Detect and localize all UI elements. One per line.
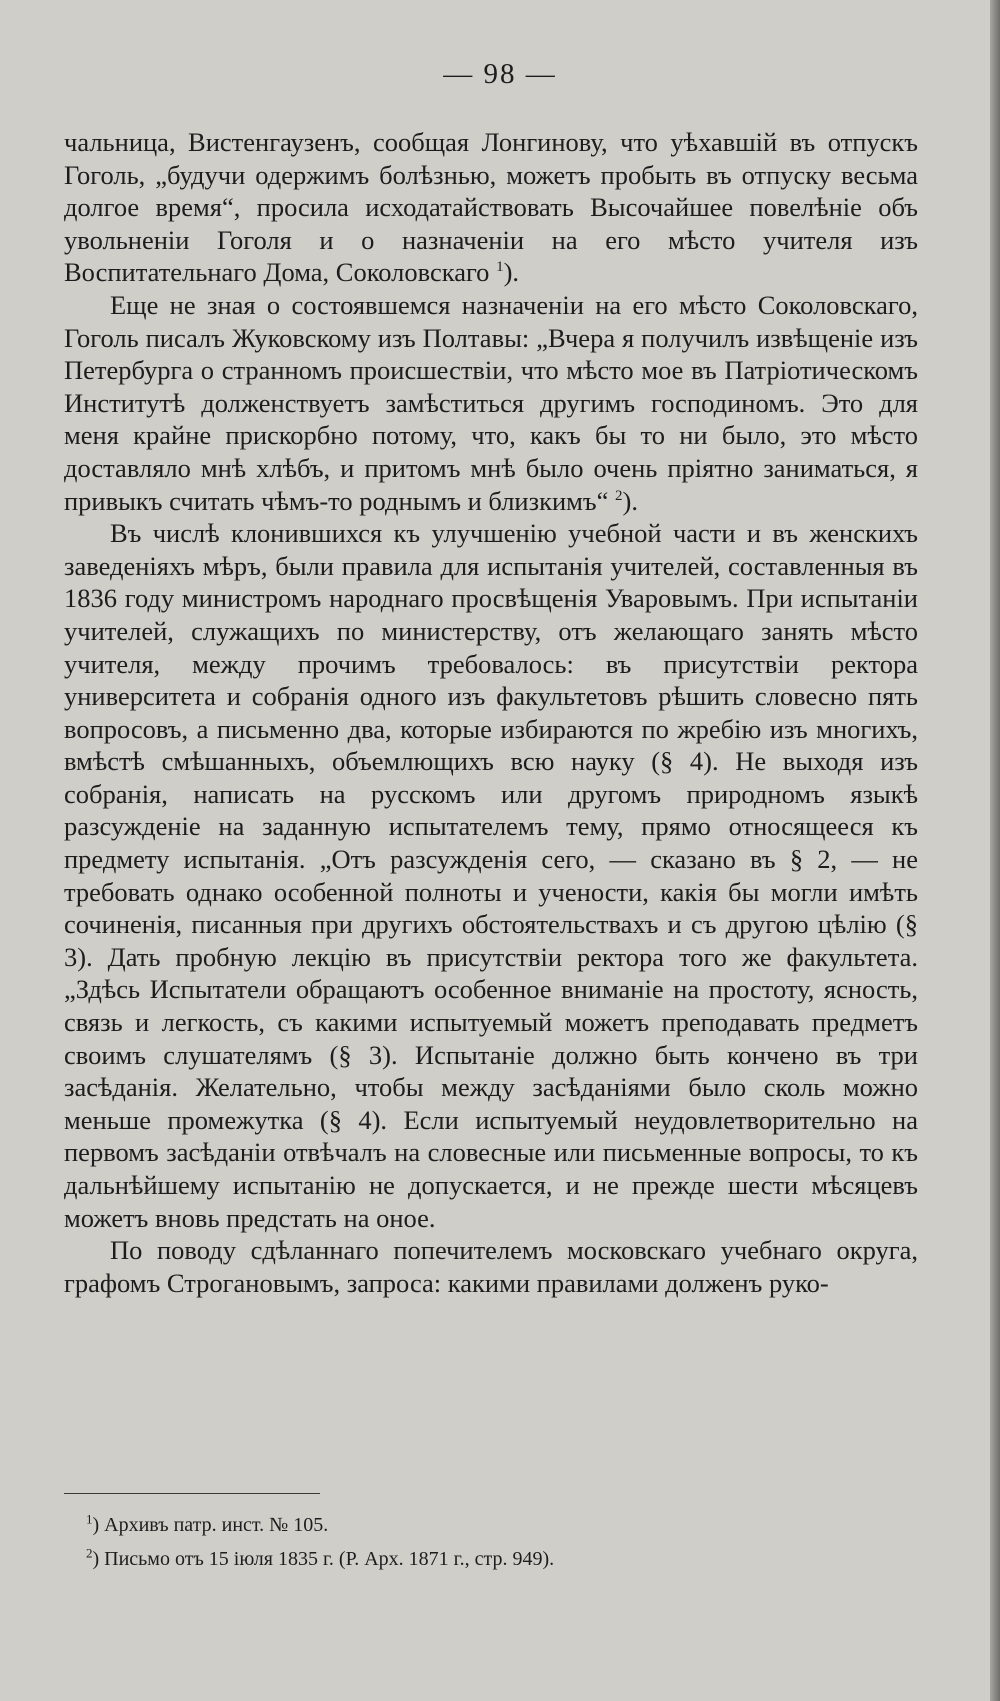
footnote-ref: 1 (496, 259, 504, 276)
paragraph (64, 1234, 918, 1299)
footnotes (86, 1508, 906, 1576)
footnote-mark: 2 (86, 1545, 93, 1561)
paragraph (64, 517, 918, 1234)
page-number: — 98 — (443, 58, 557, 90)
paragraph-text: чальница, Вистенгаузенъ, сообщая Лонгинову, что уѣхавшій въ отпускъ Гоголь, „будучи одержимъ болѣзнью, можетъ пробыть въ отпуску весьма долгое время“, просила исходатайствовать Высочайшее повелѣніе объ увольненіи Гоголя и о назначеніи на его мѣсто учителя изъ Воспитательнаго Дома, Соколовскаго (64, 127, 918, 288)
paragraph-text: По поводу сдѣланнаго попечителемъ московскаго учебнаго округа, графомъ Строгановымъ, запроса: какими правилами долженъ руко- (64, 1235, 918, 1298)
body-text (64, 126, 918, 1299)
footnote-divider (64, 1493, 320, 1494)
page-edge-shadow (990, 0, 1000, 1701)
footnote (86, 1542, 906, 1576)
paragraph (64, 289, 918, 517)
paragraph-text: Въ числѣ клонившихся къ улучшенію учебной части и въ женскихъ заведеніяхъ мѣръ, были правила для испытанія учителей, составленныя въ 1836 году министромъ народнаго просвѣщенія Уваровымъ. При испытаніи учителей, служащихъ по министерству, отъ желающаго занять мѣсто учителя, между прочимъ требовалось: въ присутствіи ректора университета и собранія одного изъ факультетовъ рѣшить словесно пять вопросовъ, а письменно два, которые избираются по жребію изъ многихъ, вмѣстѣ смѣшанныхъ, объемлющихъ всю науку (§ 4). Не выходя изъ собранія, написать на русскомъ или другомъ природномъ языкѣ разсужденіе на заданную испытателемъ тему, прямо относящееся къ предмету испытанія. „Отъ разсужденія сего, — сказано въ § 2, — не требовать однако особенной полноты и учености, какія бы могли имѣть сочиненія, писанныя при другихъ обстоятельствахъ и съ другою цѣлію (§ 3). Дать пробную лекцію въ присутствіи ректора того же факультета. „Здѣсь Испытатели обращаютъ особенное вниманіе на простоту, ясность, связь и легкость, съ какими испытуемый можетъ преподавать предметъ своимъ слушателямъ (§ 3). Испытаніе должно быть кончено въ три засѣданія. Желательно, чтобы между засѣданіями было сколь можно меньше промежутка (§ 4). Если испытуемый неудовлетворительно на первомъ засѣданіи отвѣчалъ на словесные или письменные вопросы, то къ дальнѣйшему испытанію не допускается, и не прежде шести мѣсяцевъ можетъ вновь предстать на оное. (64, 518, 918, 1233)
footnote-text: ) Архивъ патр. инст. № 105. (92, 1514, 329, 1536)
paragraph-text: Еще не зная о состоявшемся назначеніи на его мѣсто Соколовскаго, Гоголь писалъ Жуковскому изъ Полтавы: „Вчера я получилъ извѣщеніе изъ Петербурга о странномъ происшествіи, что мѣсто мое въ Патріотическомъ Институтѣ долженствуетъ замѣститься другимъ господиномъ. Это для меня крайне прискорбно потому, что, какъ бы то ни было, это мѣсто доставляло мнѣ хлѣбъ, и притомъ мнѣ было очень пріятно заниматься, я привыкъ считать чѣмъ-то роднымъ и близкимъ“ (64, 289, 918, 516)
footnote-text: ) Письмо отъ 15 іюля 1835 г. (Р. Арх. 1871 г., стр. 949). (92, 1548, 555, 1570)
paragraph (64, 126, 918, 289)
footnote-ref-tail: ). (503, 257, 520, 288)
footnote-ref-tail: ). (622, 485, 638, 516)
footnote-mark: 1 (86, 1511, 93, 1527)
footnote (86, 1508, 906, 1542)
footnote-ref: 2 (615, 487, 623, 504)
